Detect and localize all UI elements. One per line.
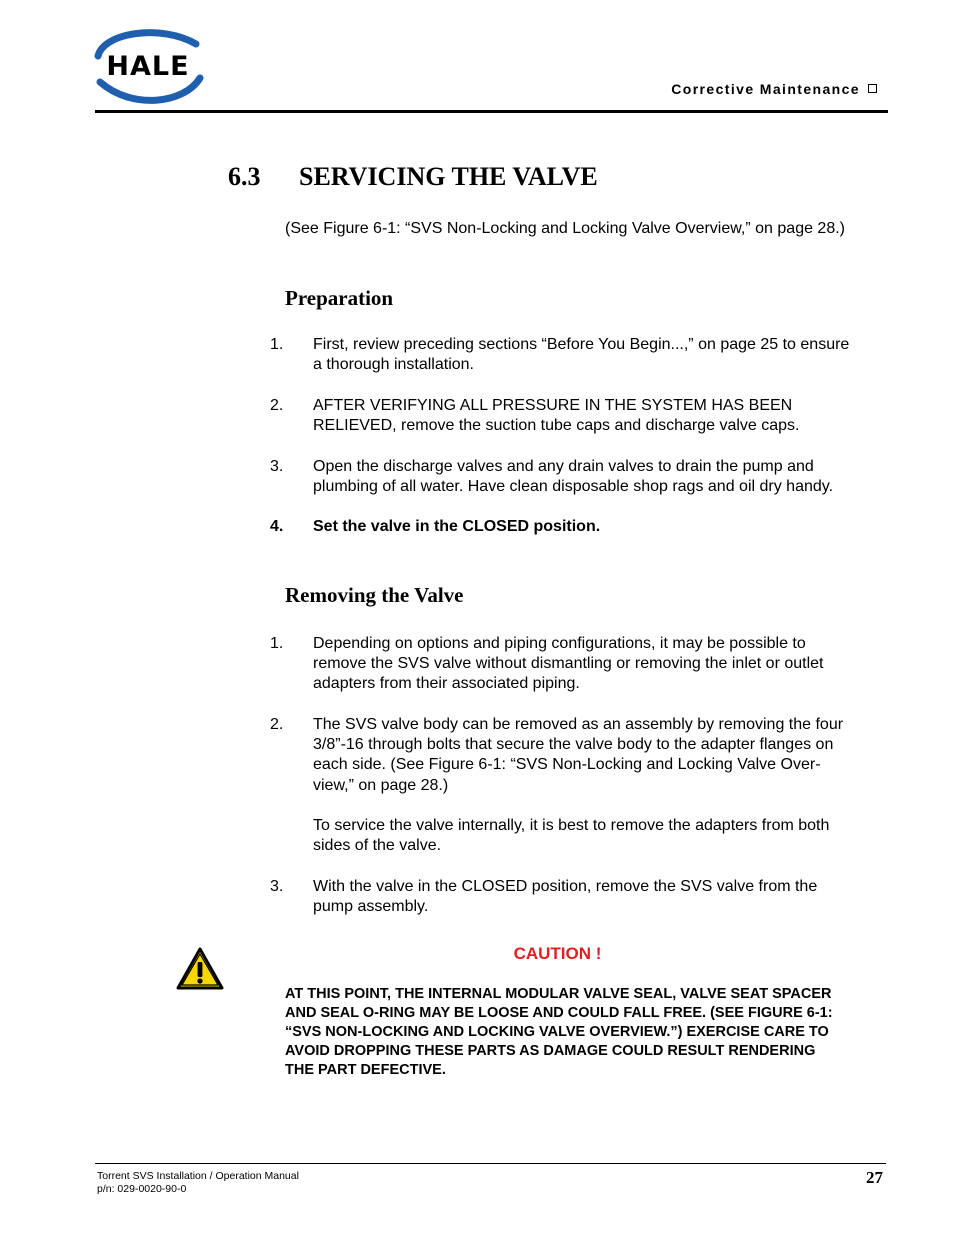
figure-reference: (See Figure 6-1: “SVS Non-Locking and Locking Valve Overview,” on page 28.)	[285, 220, 845, 237]
page-title: SERVICING THE VALVE	[299, 162, 598, 191]
prep-item-1-number: 1.	[270, 336, 284, 353]
text-line: plumbing of all water. Have clean disposable shop rags and oil dry handy.	[313, 478, 834, 496]
remove-item-1-number: 1.	[270, 635, 284, 652]
text-line: pump assembly.	[313, 898, 429, 916]
logo-text: HALE	[106, 51, 190, 82]
text-line: With the valve in the CLOSED position, remove the SVS valve from the	[313, 878, 818, 895]
section-label: Corrective Maintenance	[671, 81, 860, 97]
text-line: 3/8”-16 through bolts that secure the valve body to the adapter flanges on	[313, 736, 834, 754]
prep-item-2-number: 2.	[270, 397, 284, 414]
remove-item-2-note	[313, 816, 888, 856]
remove-item-2-number: 2.	[270, 716, 284, 733]
caution-text	[285, 985, 885, 1080]
removing-heading: Removing the Valve	[285, 583, 464, 607]
text-line: Set the valve in the CLOSED position.	[313, 518, 601, 535]
page-number: 27	[866, 1168, 883, 1187]
text-line: remove the SVS valve without dismantling or removing the inlet or outlet	[313, 655, 824, 673]
header-rule	[95, 110, 888, 113]
text-line: AND SEAL O-RING MAY BE LOOSE AND COULD FALL FREE. (SEE FIGURE 6-1:	[285, 1005, 833, 1021]
text-line: THE PART DEFECTIVE.	[285, 1062, 446, 1078]
text-line: view,” on page 28.)	[313, 776, 449, 794]
footer-rule	[95, 1163, 886, 1164]
text-line: The SVS valve body can be removed as an assembly by removing the four	[313, 716, 844, 733]
remove-item-3-number: 3.	[270, 878, 284, 895]
text-line: sides of the valve.	[313, 837, 442, 855]
preparation-heading: Preparation	[285, 286, 394, 310]
text-line: RELIEVED, remove the suction tube caps and discharge valve caps.	[313, 417, 800, 435]
prep-item-2-text	[313, 396, 888, 436]
hale-logo	[92, 26, 204, 104]
remove-item-3-text	[313, 877, 888, 917]
warning-triangle-icon	[175, 946, 225, 992]
footer-part-number: p/n: 029-0020-90-0	[97, 1183, 187, 1195]
caution-title: CAUTION !	[513, 944, 602, 963]
section-number: 6.3	[228, 162, 261, 191]
prep-item-3-text	[313, 457, 888, 497]
prep-item-4-text	[313, 517, 888, 537]
text-line: AFTER VERIFYING ALL PRESSURE IN THE SYSTEM HAS BEEN	[313, 397, 793, 414]
prep-item-4-number: 4.	[270, 518, 284, 535]
text-line: AT THIS POINT, THE INTERNAL MODULAR VALVE SEAL, VALVE SEAT SPACER	[285, 986, 832, 1002]
prep-item-3-number: 3.	[270, 458, 284, 475]
text-line: Open the discharge valves and any drain valves to drain the pump and	[313, 458, 814, 475]
text-line: AVOID DROPPING THESE PARTS AS DAMAGE COULD RESULT RENDERING	[285, 1043, 816, 1059]
text-line: To service the valve internally, it is best to remove the adapters from both	[313, 817, 830, 834]
footer-manual-title: Torrent SVS Installation / Operation Manual	[97, 1170, 299, 1182]
text-line: Depending on options and piping configurations, it may be possible to	[313, 635, 806, 652]
text-line: a thorough installation.	[313, 356, 474, 374]
text-line: “SVS NON-LOCKING AND LOCKING VALVE OVERVIEW.”) EXERCISE CARE TO	[285, 1024, 829, 1040]
remove-item-1-text	[313, 634, 888, 695]
checkbox-square-icon	[868, 84, 877, 93]
prep-item-1-text	[313, 335, 888, 375]
text-line: First, review preceding sections “Before You Begin...,” on page 25 to ensure	[313, 336, 850, 353]
text-line: adapters from their associated piping.	[313, 675, 580, 693]
text-line: each side. (See Figure 6-1: “SVS Non-Locking and Locking Valve Over-	[313, 756, 821, 774]
remove-item-2-text	[313, 715, 888, 796]
